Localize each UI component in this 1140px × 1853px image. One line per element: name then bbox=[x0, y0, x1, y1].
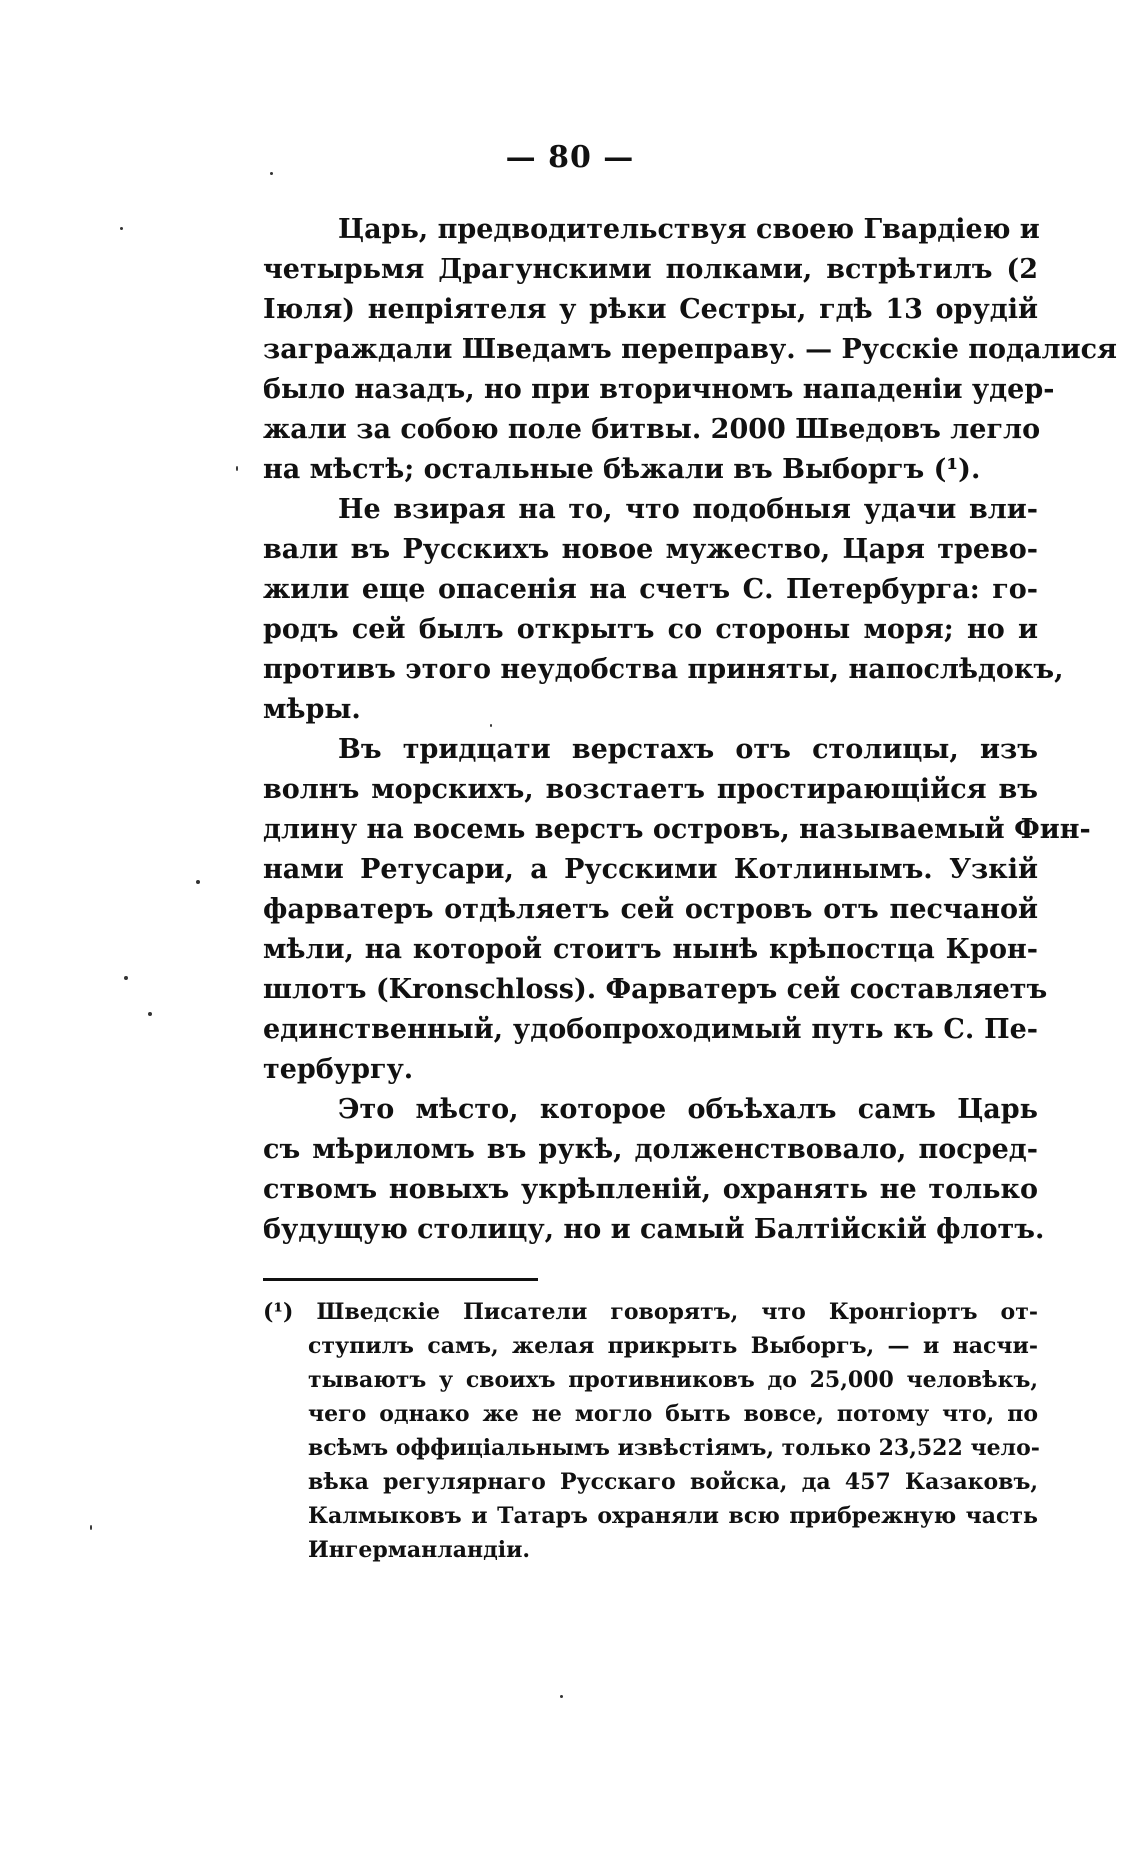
footnote-line: Калмыковъ и Татаръ охраняли всю прибрежную часть bbox=[308, 1503, 1038, 1529]
scan-speck bbox=[490, 724, 492, 727]
text-line: жили еще опасенія на счетъ С. Петербурга: го- bbox=[263, 574, 1038, 605]
text-line: тербургу. bbox=[263, 1054, 414, 1085]
text-line: мѣли, на которой стоитъ нынѣ крѣпостца Крон- bbox=[263, 934, 1038, 965]
text-line: съ мѣриломъ въ рукѣ, долженствовало, посред- bbox=[263, 1134, 1038, 1165]
page-number: — 80 — bbox=[505, 140, 635, 175]
text-line: заграждали Шведамъ переправу. — Русскіе подалися bbox=[263, 334, 1117, 365]
paragraph bbox=[263, 210, 1117, 490]
text-line: было назадъ, но при вторичномъ нападеніи удер- bbox=[263, 374, 1055, 405]
footnote-divider bbox=[263, 1278, 538, 1281]
text-line: жали за собою поле битвы. 2000 Шведовъ легло bbox=[263, 414, 1041, 445]
text-line: ствомъ новыхъ укрѣпленій, охранять не только bbox=[263, 1174, 1038, 1205]
text-line: шлотъ (Kronschloss). Фарватеръ сей составляетъ bbox=[263, 974, 1048, 1005]
scan-speck bbox=[124, 976, 128, 980]
text-line: на мѣстѣ; остальные бѣжали въ Выборгъ (¹). bbox=[263, 454, 981, 485]
footnote-line: чего однако же не могло быть вовсе, потому что, по bbox=[308, 1401, 1038, 1427]
paragraph bbox=[263, 730, 1091, 1090]
text-line: фарватеръ отдѣляетъ сей островъ отъ песчаной bbox=[263, 894, 1038, 925]
text-line: мѣры. bbox=[263, 694, 361, 725]
paragraph bbox=[263, 490, 1064, 730]
footnote-line: ступилъ самъ, желая прикрыть Выборгъ, — и насчи- bbox=[308, 1333, 1038, 1359]
text-line: противъ этого неудобства приняты, напослѣдокъ, bbox=[263, 654, 1064, 685]
paragraph bbox=[263, 1090, 1045, 1250]
text-line: Царь, предводительствуя своею Гвардіею и bbox=[338, 214, 1040, 245]
footnote bbox=[263, 1295, 1038, 1567]
text-line: волнъ морскихъ, возстаетъ простирающійся въ bbox=[263, 774, 1038, 805]
text-line: единственный, удобопроходимый путь къ С. Пе- bbox=[263, 1014, 1038, 1045]
scan-speck bbox=[120, 227, 123, 230]
text-line: будущую столицу, но и самый Балтійскій флотъ. bbox=[263, 1214, 1045, 1245]
text-line: вали въ Русскихъ новое мужество, Царя трево- bbox=[263, 534, 1038, 565]
scan-speck bbox=[270, 172, 273, 175]
scan-speck bbox=[90, 1525, 92, 1530]
text-line: длину на восемь верстъ островъ, называемый Фин- bbox=[263, 814, 1091, 845]
footnote-line: всѣмъ оффиціальнымъ извѣстіямъ, только 23,522 чело- bbox=[308, 1435, 1040, 1461]
scan-speck bbox=[196, 880, 200, 884]
text-line: четырьмя Драгунскими полками, встрѣтилъ (2 bbox=[263, 254, 1038, 285]
footnote-line: тываютъ у своихъ противниковъ до 25,000 человѣкъ, bbox=[308, 1367, 1038, 1393]
main-text bbox=[263, 210, 1117, 1250]
footnote-line: вѣка регулярнаго Русскаго войска, да 457 Казаковъ, bbox=[308, 1469, 1038, 1495]
text-line: Не взирая на то, что подобныя удачи вли- bbox=[338, 494, 1038, 525]
text-line: Іюля) непріятеля у рѣки Сестры, гдѣ 13 орудій bbox=[263, 294, 1038, 325]
text-line: Это мѣсто, которое объѣхалъ самъ Царь bbox=[338, 1094, 1038, 1125]
footnote-line: (¹) Шведскіе Писатели говорятъ, что Кронгіортъ от- bbox=[263, 1299, 1038, 1325]
scan-speck bbox=[148, 1012, 152, 1016]
text-line: родъ сей былъ открытъ со стороны моря; но и bbox=[263, 614, 1038, 645]
text-line: Въ тридцати верстахъ отъ столицы, изъ bbox=[338, 734, 1038, 765]
scan-speck bbox=[560, 1695, 563, 1698]
footnote-line: Ингерманландіи. bbox=[308, 1537, 531, 1563]
text-line: нами Ретусари, а Русскими Котлинымъ. Узкій bbox=[263, 854, 1038, 885]
scan-speck bbox=[236, 466, 238, 471]
